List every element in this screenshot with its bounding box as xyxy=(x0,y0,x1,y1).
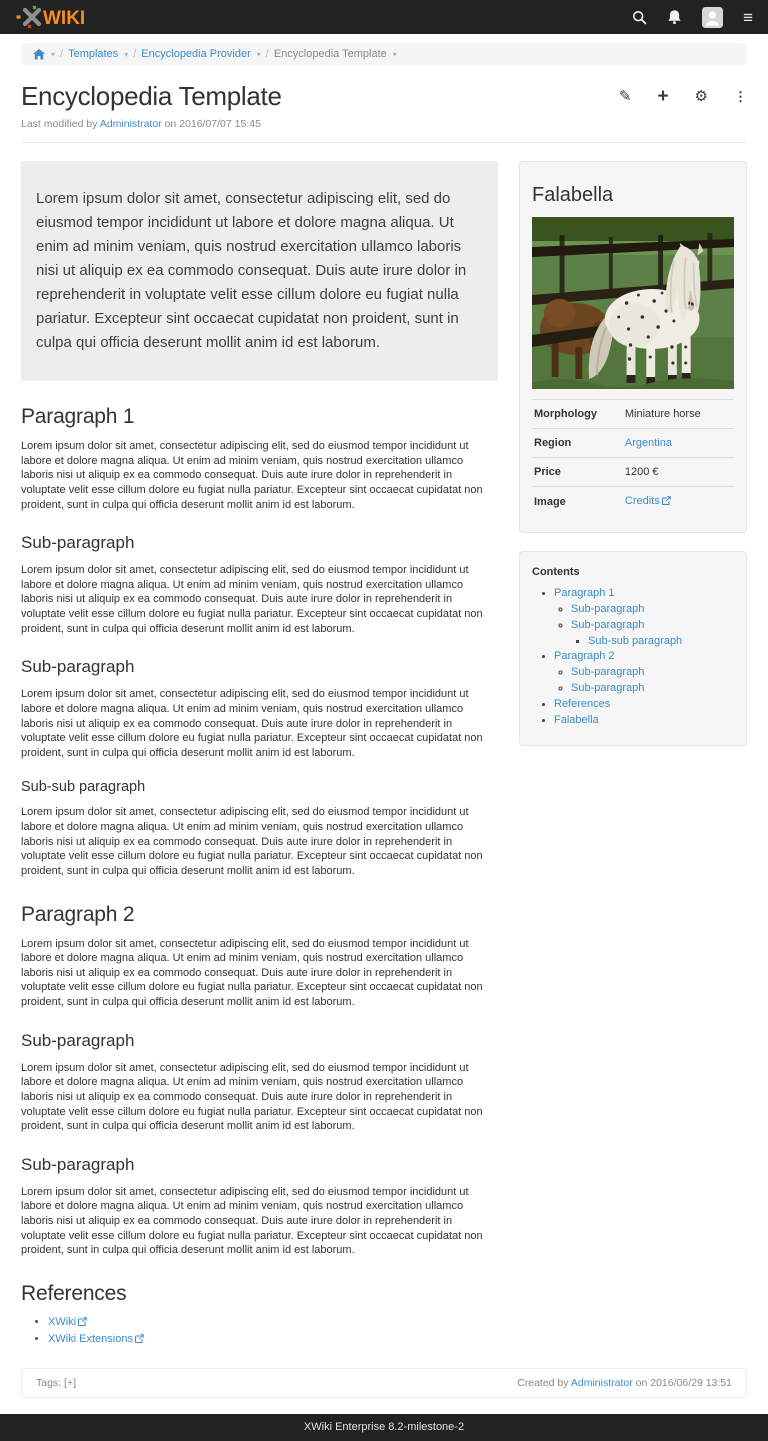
breadcrumb xyxy=(21,43,747,65)
infobox-label: Region xyxy=(534,437,572,449)
breadcrumb-home-icon[interactable] xyxy=(33,49,45,60)
breadcrumb-separator: / xyxy=(133,48,137,60)
lead-summary-box: Lorem ipsum dolor sit amet, consectetur adipiscing elit, sed do eiusmod tempor incididunt ut labore et dolore magna aliqua. Ut enim ad minim veniam, quis nostrud exercitation ullamco laboris nisi ut aliquip ex ea commodo consequat. Duis aute irure dolor in reprehenderit in voluptate velit esse cillum dolore eu fugiat nulla pariatur. Excepteur sint occaecat cupidatat non proident, sunt in culpa qui officia deserunt mollit anim id est laborum. xyxy=(21,161,498,381)
toc-item xyxy=(554,649,734,696)
breadcrumb-caret-icon[interactable]: ▾ xyxy=(256,49,261,59)
reference-link-xwiki[interactable]: XWiki xyxy=(48,1315,77,1328)
sidebar xyxy=(519,161,747,764)
external-link-icon xyxy=(135,1334,144,1346)
falabella-horse-image xyxy=(532,217,734,389)
infobox-value: Miniature horse xyxy=(624,408,701,420)
toc-item xyxy=(571,665,734,680)
external-link-icon xyxy=(78,1317,87,1329)
image-credits-link[interactable]: Credits xyxy=(624,495,660,507)
contents-panel xyxy=(519,551,747,746)
heading-sub-sub-paragraph: Sub-sub paragraph xyxy=(21,779,146,796)
section-body: Lorem ipsum dolor sit amet, consectetur adipiscing elit, sed do eiusmod tempor incididunt ut labore et dolore magna aliqua. Ut enim ad minim veniam, quis nostrud exercitation ullamco laboris nisi ut aliquip ex ea commodo consequat. Duis aute irure dolor in reprehenderit in voluptate velit esse cillum dolore eu fugiat nulla pariatur. Excepteur sint occaecat cupidatat non proident, sunt in culpa qui officia deserunt mollit anim id est laborum. xyxy=(21,1061,483,1133)
toc-item xyxy=(571,681,734,696)
breadcrumb-item-current: Encyclopedia Template xyxy=(273,48,387,60)
add-plus-icon[interactable]: + xyxy=(657,86,669,107)
user-avatar[interactable] xyxy=(702,7,723,28)
page-header xyxy=(0,65,768,112)
breadcrumb-separator: / xyxy=(265,48,269,60)
document-footer xyxy=(21,1368,747,1398)
toc-item xyxy=(554,697,734,712)
toc-link-sub-paragraph[interactable]: Sub-paragraph xyxy=(571,682,645,695)
section-body: Lorem ipsum dolor sit amet, consectetur adipiscing elit, sed do eiusmod tempor incididunt ut labore et dolore magna aliqua. Ut enim ad minim veniam, quis nostrud exercitation ullamco laboris nisi ut aliquip ex ea commodo consequat. Duis aute irure dolor in reprehenderit in voluptate velit esse cillum dolore eu fugiat nulla pariatur. Excepteur sint occaecat cupidatat non proident, sunt in culpa qui officia deserunt mollit anim id est laborum. xyxy=(21,688,483,759)
table-row xyxy=(532,487,734,517)
created-suffix: on 2016/06/29 13:51 xyxy=(635,1376,732,1389)
top-navbar xyxy=(0,0,768,34)
last-modified-line xyxy=(0,112,768,142)
list-item xyxy=(48,1333,498,1346)
heading-references: References xyxy=(21,1281,127,1305)
table-row xyxy=(532,400,734,429)
page-title: Encyclopedia Template xyxy=(21,81,282,111)
menu-hamburger-icon[interactable]: ≡ xyxy=(743,7,753,27)
toc-link-sub-sub-paragraph[interactable]: Sub-sub paragraph xyxy=(588,634,683,647)
main-content xyxy=(21,161,498,1352)
breadcrumb-caret-icon[interactable]: ▾ xyxy=(392,49,397,59)
table-row xyxy=(532,458,734,487)
toc-item xyxy=(588,634,734,649)
version-footer-bar xyxy=(0,1414,768,1441)
toc-link-sub-paragraph[interactable]: Sub-paragraph xyxy=(571,602,645,615)
header-divider xyxy=(21,142,747,143)
infobox-label: Image xyxy=(534,495,566,508)
toc-item xyxy=(571,618,734,649)
logo-wiki-text: WIKI xyxy=(43,8,86,29)
toc-item xyxy=(554,586,734,648)
created-user-link[interactable]: Administrator xyxy=(570,1376,633,1389)
contents-panel-title: Contents xyxy=(532,566,580,578)
toc-link-paragraph-1[interactable]: Paragraph 1 xyxy=(554,587,615,599)
created-by-line xyxy=(517,1377,732,1389)
modified-prefix: Last modified by xyxy=(21,118,98,130)
table-row xyxy=(532,429,734,458)
edit-pencil-icon[interactable]: ✎ xyxy=(618,88,632,105)
settings-gear-icon[interactable]: ⚙ xyxy=(694,88,708,105)
section-body: Lorem ipsum dolor sit amet, consectetur adipiscing elit, sed do eiusmod tempor incididunt ut labore et dolore magna aliqua. Ut enim ad minim veniam, quis nostrud exercitation ullamco laboris nisi ut aliquip ex ea commodo consequat. Duis aute irure dolor in reprehenderit in voluptate velit esse cillum dolore eu fugiat nulla pariatur. Excepteur sint occaecat cupidatat non proident, sunt in culpa qui officia deserunt mollit anim id est laborum. xyxy=(21,440,483,511)
heading-paragraph-1: Paragraph 1 xyxy=(21,405,135,428)
xwiki-logo[interactable] xyxy=(15,5,103,29)
references-list xyxy=(21,1316,498,1346)
heading-paragraph-2: Paragraph 2 xyxy=(21,902,135,926)
more-actions-kebab-icon[interactable]: ⋮ xyxy=(734,89,747,104)
breadcrumb-separator: / xyxy=(60,48,64,60)
notifications-bell-icon[interactable] xyxy=(667,9,682,25)
breadcrumb-caret-icon[interactable]: ▾ xyxy=(124,49,129,59)
section-body: Lorem ipsum dolor sit amet, consectetur adipiscing elit, sed do eiusmod tempor incididunt ut labore et dolore magna aliqua. Ut enim ad minim veniam, quis nostrud exercitation ullamco laboris nisi ut aliquip ex ea commodo consequat. Duis aute irure dolor in reprehenderit in voluptate velit esse cillum dolore eu fugiat nulla pariatur. Excepteur sint occaecat cupidatat non proident, sunt in culpa qui officia deserunt mollit anim id est laborum. xyxy=(21,806,483,877)
toc-item xyxy=(571,602,734,617)
modified-user-link[interactable]: Administrator xyxy=(99,118,162,130)
toc-link-falabella[interactable]: Falabella xyxy=(554,713,599,726)
external-link-icon xyxy=(662,496,671,508)
toc-link-sub-paragraph[interactable]: Sub-paragraph xyxy=(571,618,645,631)
add-tag-button[interactable]: [+] xyxy=(64,1376,76,1389)
table-of-contents xyxy=(532,586,734,728)
breadcrumb-item-encyclopedia-provider[interactable]: Encyclopedia Provider xyxy=(141,48,251,60)
version-label: XWiki Enterprise 8.2-milestone-2 xyxy=(303,1420,465,1433)
xwiki-logo-icon xyxy=(15,5,103,29)
section-body: Lorem ipsum dolor sit amet, consectetur adipiscing elit, sed do eiusmod tempor incididunt ut labore et dolore magna aliqua. Ut enim ad minim veniam, quis nostrud exercitation ullamco laboris nisi ut aliquip ex ea commodo consequat. Duis aute irure dolor in reprehenderit in voluptate velit esse cillum dolore eu fugiat nulla pariatur. Excepteur sint occaecat cupidatat non proident, sunt in culpa qui officia deserunt mollit anim id est laborum. xyxy=(21,937,483,1008)
infobox-panel xyxy=(519,161,747,533)
tags-label: Tags: xyxy=(36,1376,62,1389)
search-icon[interactable] xyxy=(632,10,647,25)
heading-sub-paragraph: Sub-paragraph xyxy=(21,1030,135,1050)
infobox-value: 1200 € xyxy=(624,466,659,478)
infobox-label: Morphology xyxy=(534,408,597,420)
heading-sub-paragraph: Sub-paragraph xyxy=(21,657,135,677)
toc-link-paragraph-2[interactable]: Paragraph 2 xyxy=(554,650,615,663)
heading-sub-paragraph: Sub-paragraph xyxy=(21,1154,135,1174)
page-actions xyxy=(619,87,747,106)
region-link[interactable]: Argentina xyxy=(624,437,672,449)
toc-link-references[interactable]: References xyxy=(554,697,611,710)
section-body: Lorem ipsum dolor sit amet, consectetur adipiscing elit, sed do eiusmod tempor incididunt ut labore et dolore magna aliqua. Ut enim ad minim veniam, quis nostrud exercitation ullamco laboris nisi ut aliquip ex ea commodo consequat. Duis aute irure dolor in reprehenderit in voluptate velit esse cillum dolore eu fugiat nulla pariatur. Excepteur sint occaecat cupidatat non proident, sunt in culpa qui officia deserunt mollit anim id est laborum. xyxy=(21,564,483,635)
infobox-title: Falabella xyxy=(532,184,614,206)
heading-sub-paragraph: Sub-paragraph xyxy=(21,533,135,553)
section-body: Lorem ipsum dolor sit amet, consectetur adipiscing elit, sed do eiusmod tempor incididunt ut labore et dolore magna aliqua. Ut enim ad minim veniam, quis nostrud exercitation ullamco laboris nisi ut aliquip ex ea commodo consequat. Duis aute irure dolor in reprehenderit in voluptate velit esse cillum dolore eu fugiat nulla pariatur. Excepteur sint occaecat cupidatat non proident, sunt in culpa qui officia deserunt mollit anim id est laborum. xyxy=(21,1185,483,1257)
infobox-label: Price xyxy=(534,466,561,478)
toc-link-sub-paragraph[interactable]: Sub-paragraph xyxy=(571,666,645,679)
breadcrumb-caret-icon[interactable]: ▾ xyxy=(51,49,56,59)
created-prefix: Created by xyxy=(517,1376,569,1389)
modified-suffix: on 2016/07/07 15:45 xyxy=(164,118,261,130)
breadcrumb-item-templates[interactable]: Templates xyxy=(68,48,119,60)
toc-item xyxy=(554,713,734,728)
reference-link-xwiki-extensions[interactable]: XWiki Extensions xyxy=(48,1332,133,1345)
tags-section xyxy=(36,1377,76,1389)
list-item xyxy=(48,1316,498,1329)
infobox-table xyxy=(532,399,734,516)
